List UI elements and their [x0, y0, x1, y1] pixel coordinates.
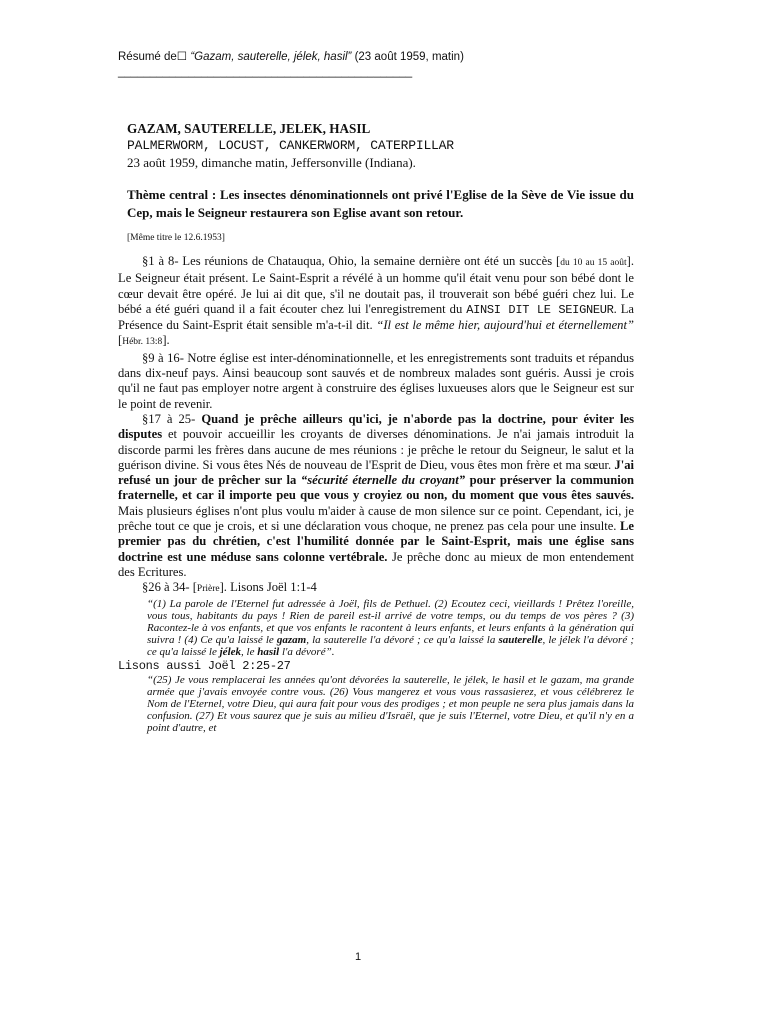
header-prefix: Résumé de☐	[118, 51, 191, 63]
p3-text-g: Mais plusieurs églises n'ont plus voulu m'aider à cause de mon silence sur ce point. Cependant, ici, je prêche tout ce que je crois, et si une déclaration vous choque, ne prenez pas cela pour une insulte.	[118, 503, 634, 534]
p1-date-ref: du 10 au 15 août	[560, 258, 627, 268]
header-rule: ______________________________________________	[118, 66, 413, 78]
p1-text-c: ]. Le Seigneur était présent. Le Saint-Esprit a révélé à un homme qu'il était venu pour son bébé dont le cœur devait être opéré. Je lui ai dit que, s'il ne doutait pas, il trouverait son bébé guéri chez lui. Le bébé a été guéri quand il a fait écouter chez lui l'enregistrement du	[118, 254, 634, 316]
header-title: “Gazam, sauterelle, jélek, hasil”	[190, 51, 352, 63]
paragraph-26-34	[118, 580, 634, 597]
document-body	[118, 120, 634, 735]
q1-hasil: hasil	[257, 646, 280, 659]
q1-jelek: jélek	[219, 646, 242, 659]
lisons-joel-2: Lisons aussi Joël 2:25-27	[118, 658, 291, 673]
p3-bold-d: J'ai refusé un jour de prêcher sur la	[118, 457, 634, 488]
paragraph-17-25	[118, 412, 634, 580]
q1-text-g: , le	[241, 646, 258, 659]
paragraph-1-8	[118, 254, 634, 351]
p1-text-a: §1 à 8- Les réunions de Chatauqua, Ohio, la semaine dernière ont été un succès [	[142, 254, 561, 268]
p1-text-g: [	[118, 333, 123, 348]
title-english: PALMERWORM, LOCUST, CANKERWORM, CATERPILLAR	[127, 138, 454, 153]
p1-ainsi-dit: AINSI DIT LE SEIGNEUR	[466, 302, 614, 317]
q1-text-a: “(1) La parole de l'Eternel fut adressée à Joël, fils de Pethuel. (2) Ecoutez ceci, vieillards ! Prêtez l'oreille, vous tous, habitants du pays ! Rien de pareil est-il arrivé de votre temps, ou du temps de vos pères ? (3) Racontez-le à vos enfants, et que vos enfants le racontent à leurs enfants, et leurs enfants à la génération qui suivra ! (4) Ce qu'a laissé le	[147, 597, 634, 647]
page-number: 1	[355, 951, 362, 963]
q1-text-c: , la sauterelle l'a dévoré ; ce qu'a laissé la	[306, 634, 499, 647]
p3-bold-italic-e: “sécurité éternelle du croyant”	[300, 473, 466, 488]
p3-text-c: et pouvoir accueillir les croyants de diverses dénominations. Je n'ai jamais introduit la discorde parmi les frères dans aucune de mes réunions : je prêche le retour du Seigneur, le salut et la guérison divine. Si vous êtes Nés de nouveau de l'Esprit de Dieu, vous êtes mon frère et ma sœur.	[118, 427, 634, 472]
sermon-date-location: 23 août 1959, dimanche matin, Jeffersonville (Indiana).	[127, 155, 416, 170]
same-title-note: [Même titre le 12.6.1953]	[127, 233, 225, 243]
central-theme: Thème central : Les insectes dénominationnels ont privé l'Eglise de la Sève de Vie issue du Cep, mais le Seigneur restaurera son Eglise avant son retour.	[127, 187, 634, 220]
q1-sauterelle: sauterelle	[498, 634, 543, 647]
quote-joel-2: “(25) Je vous remplacerai les années qu'ont dévorées la sauterelle, le jélek, le hasil et le gazam, ma grande armée que j'avais envoyée contre vous. (26) Vous mangerez et vous vous rassasierez, et vous célébrerez le Nom de l'Eternel, votre Dieu, qui aura fait pour vous des prodiges ; et mon peuple ne sera plus jamais dans la confusion. (27) Et vous saurez que je suis au milieu d'Israël, que je suis l'Eternel, votre Dieu, et qu'il n'y en a point d'autre, et	[147, 673, 634, 735]
p3-bold-b: Quand je prêche ailleurs qu'ici, je n'aborde pas la doctrine, pour éviter les disputes	[118, 411, 635, 442]
q1-text-e: , le jélek l'a dévoré ; ce qu'a laissé le	[147, 634, 634, 659]
q1-gazam: gazam	[276, 634, 307, 647]
q1-text-i: l'a dévoré”.	[279, 646, 335, 659]
p1-text-e: . La Présence du Saint-Esprit était sensible m'a-t-il dit.	[118, 301, 634, 333]
p4-priere: Prière	[196, 584, 220, 595]
p4-text-c: ]. Lisons Joël 1:1-4	[219, 580, 317, 595]
paragraph-9-16: §9 à 16- Notre église est inter-dénominationnelle, et les enregistrements sont traduits et répandus dans dix-neuf pays. Ainsi beaucoup sont sauvés et de nombreux malades sont guéris. Aussi je crois qu'il ne faut pas employer notre argent à construire des églises luxueuses alors que le Seigneur est sur le point de revenir.	[118, 350, 634, 411]
p1-scripture-ref: Hébr. 13:8	[122, 337, 163, 348]
p3-text-a: §17 à 25-	[142, 411, 202, 426]
header-line	[118, 50, 678, 65]
p3-bold-h: Le premier pas du chrétien, c'est l'humilité donnée par le Saint-Esprit, mais une église sans doctrine est une méduse sans colonne vertébrale.	[118, 519, 634, 564]
title-block	[127, 120, 634, 171]
p1-text-i: ].	[162, 333, 170, 348]
p3-text-i: Je prêche donc au mieux de mon entendement des Ecritures.	[118, 549, 634, 579]
running-header	[118, 50, 678, 80]
p1-quote: “Il est le même hier, aujourd'hui et éternellement”	[376, 318, 634, 333]
p4-text-a: §26 à 34- [	[142, 580, 197, 595]
title-french: GAZAM, SAUTERELLE, JELEK, HASIL	[127, 121, 371, 136]
header-date: (23 août 1959, matin)	[351, 51, 464, 63]
p3-bold-f: pour préserver la communion fraternelle, et car il importe peu que vous y croyiez ou non, du moment que vous êtes sauvés.	[118, 473, 635, 503]
quote-joel-1	[147, 598, 634, 659]
